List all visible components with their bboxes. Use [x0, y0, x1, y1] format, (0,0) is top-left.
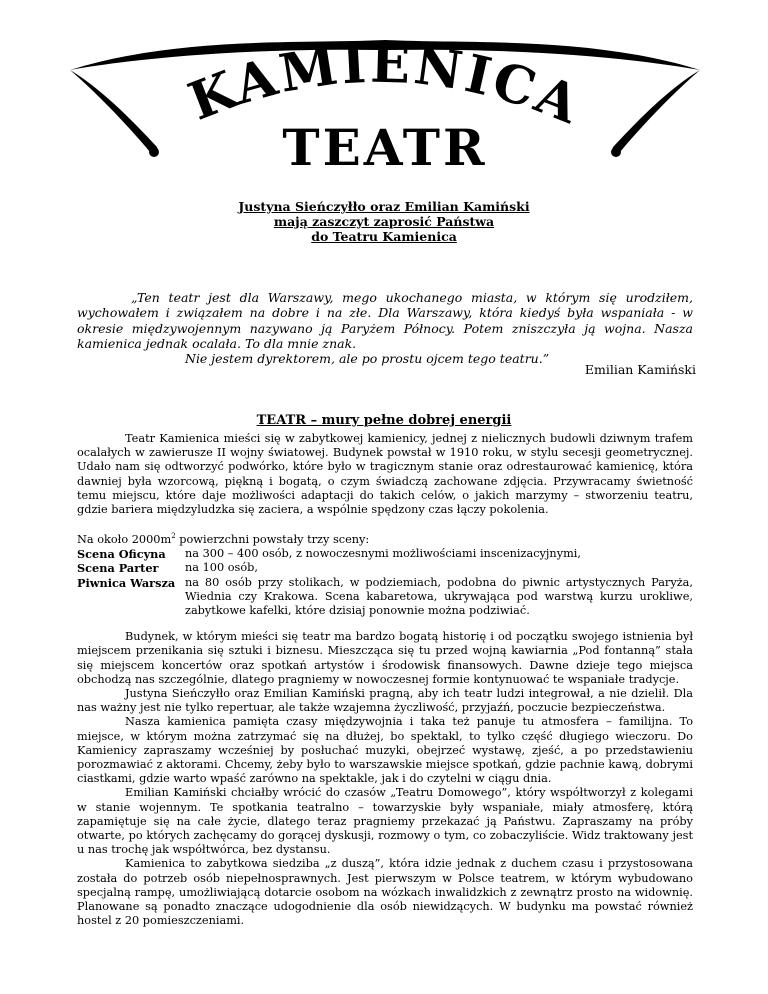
invitation-block [0, 199, 768, 244]
logo-swash-right [612, 70, 700, 153]
accessibility-paragraph: Kamienica to zabytkowa siedziba „z duszą”, która idzie jednak z duchem czasu i przystosowana została do potrzeb osób niepełnosprawnych. Jest pierwszym w Polsce teatrem, w którym wybudowano specjalną rampę, umożliwiającą dotarcie osobom na wózkach inwalidzkich z zewnątrz prosto na widownię. Planowane są ponadto znaczące udogodnienie dla osób niewidzących. W budynku ma powstać również hostel z 20 pomieszczeniami. [77, 857, 693, 928]
atmosphere-paragraph: Nasza kamienica pamięta czasy międzywojnia i taka też panuje tu atmosfera – familijna. To miejsce, w którym można zatrzymać się na dłużej, bo spektakl, to tylko część długiego wieczoru. Do Kamienicy zapraszamy wcześniej by posłuchać muzyki, obejrzeć wystawę, zjeść, a po przedstawieniu porozmawiać z aktorami. Chcemy, żeby było to warszawskie miejsce spotkań, gdzie pachnie kawą, dobrymi ciastkami, gdzie warto wpaść zarówno na spektakle, jak i do czytelni w ciągu dnia. [77, 715, 693, 786]
invite-line-1: Justyna Sieńczyłło oraz Emilian Kamiński [238, 199, 530, 214]
scene-desc: na 300 – 400 osób, z nowoczesnymi możliwościami inscenizacyjnymi, [185, 547, 581, 561]
logo-teatr-text: TEATR [282, 118, 488, 177]
scene-desc: na 80 osób przy stolikach, w podziemiach, podobna do piwnic artystycznych Paryża, Wiednia czy Krakowa. Scena kabaretowa, ukrywająca pod warstwą kurzu urokliwe, zabytkowe kafelki, które dzisiaj ponownie można podziwiać. [185, 575, 693, 617]
founder-quote [77, 290, 693, 366]
section-heading: TEATR – mury pełne dobrej energii [256, 413, 512, 428]
intro-paragraph: Teatr Kamienica mieści się w zabytkowej kamienicy, jednej z nielicznych budowli dziwnym trafem ocalałych w zawierusze II wojny światowej. Budynek powstał w 1910 roku, w stylu secesji geometrycznej. Udało nam się odtworzyć podwórko, które było w tragicznym stanie oraz odrestaurować kamienicę, która dawniej była wzorcową, piękną i bogatą, o czym świadczą zachowane zdjęcia. Przywracamy świetność temu miejscu, które daje możliwości adaptacji do takich celów, o jakich marzymy – stworzeniu teatru, gdzie bariera międzyludzka się zaciera, a wspólnie spędzony czas łączy pokolenia. [77, 432, 693, 517]
scenes-list [77, 547, 693, 618]
scene-item [77, 561, 693, 575]
invite-line-3: do Teatru Kamienica [311, 229, 457, 244]
scene-item [77, 547, 693, 561]
home-theatre-paragraph: Emilian Kamiński chciałby wrócić do czasów „Teatru Domowego”, który współtworzył z kolegami w stanie wojennym. Te spotkania teatralno – towarzyskie były wspaniałe, miały atmosferę, którą zapamiętuje się na całe życie, dlatego teraz pragniemy przekazać ją Państwu. Zapraszamy na próby otwarte, po których zachęcamy do gorącej dyskusji, rozmowy o tym, co zobaczyliście. Widz traktowany jest u nas trochę jak współtwórca, bez dystansu. [77, 786, 693, 857]
logo-graphic [60, 28, 710, 178]
scenes-intro: Na około $2000m^2$ powierzchni powstały trzy sceny: [77, 532, 370, 546]
logo-dot-left [149, 147, 159, 157]
integration-paragraph: Justyna Sieńczyłło oraz Emilian Kamiński pragną, aby ich teatr ludzi integrował, a nie dzielił. Dla nas ważny jest nie tylko repertuar, ale także wzajemna życzliwość, przyjaźń, poczucie bezpieczeństwa. [77, 687, 693, 715]
scene-name: Piwnica Warsza [77, 575, 176, 590]
quote-author: Emilian Kamiński [584, 362, 696, 377]
article-body [77, 432, 693, 928]
scene-desc: na 100 osób, [185, 561, 258, 575]
quote-last-line: Nie jestem dyrektorem, ale po prostu ojcem tego teatru.” [185, 351, 550, 367]
logo-kamienica-text: KAMIENICA [180, 33, 590, 137]
logo-dot-right [611, 147, 621, 157]
kamienica-teatr-logo [60, 28, 710, 178]
scene-name: Scena Oficyna [77, 547, 166, 562]
logo-swash-left [70, 70, 158, 153]
scene-name: Scena Parter [77, 561, 159, 576]
invite-line-2: mają zaszczyt zaprosić Państwa [273, 214, 495, 229]
quote-text: „Ten teatr jest dla Warszawy, mego ukochanego miasta, w którym się urodziłem, wychowałem i związałem na dobre i na złe. Dla Warszawy, która kiedyś była wspaniała - w okresie międzywojennym nazywano ją Paryżem Północy. Potem zniszczyła ją wojna. Nasza kamienica jednak ocalała. To dla mnie znak. [77, 290, 693, 351]
history-paragraph: Budynek, w którym mieści się teatr ma bardzo bogatą historię i od początku swojego istnienia był miejscem przenikania się sztuki i biznesu. Mieszcząca się tu przed wojną kawiarnia „Pod fontanną” stała się miejscem koncertów oraz spotkań artystów i środowisk finansowych. Dawne dzieje tego miejsca obchodzą nas szczególnie, dlatego pragniemy w nowoczesnej formie kontynuować te wspaniałe tradycje. [77, 630, 693, 686]
scene-item [77, 576, 693, 619]
